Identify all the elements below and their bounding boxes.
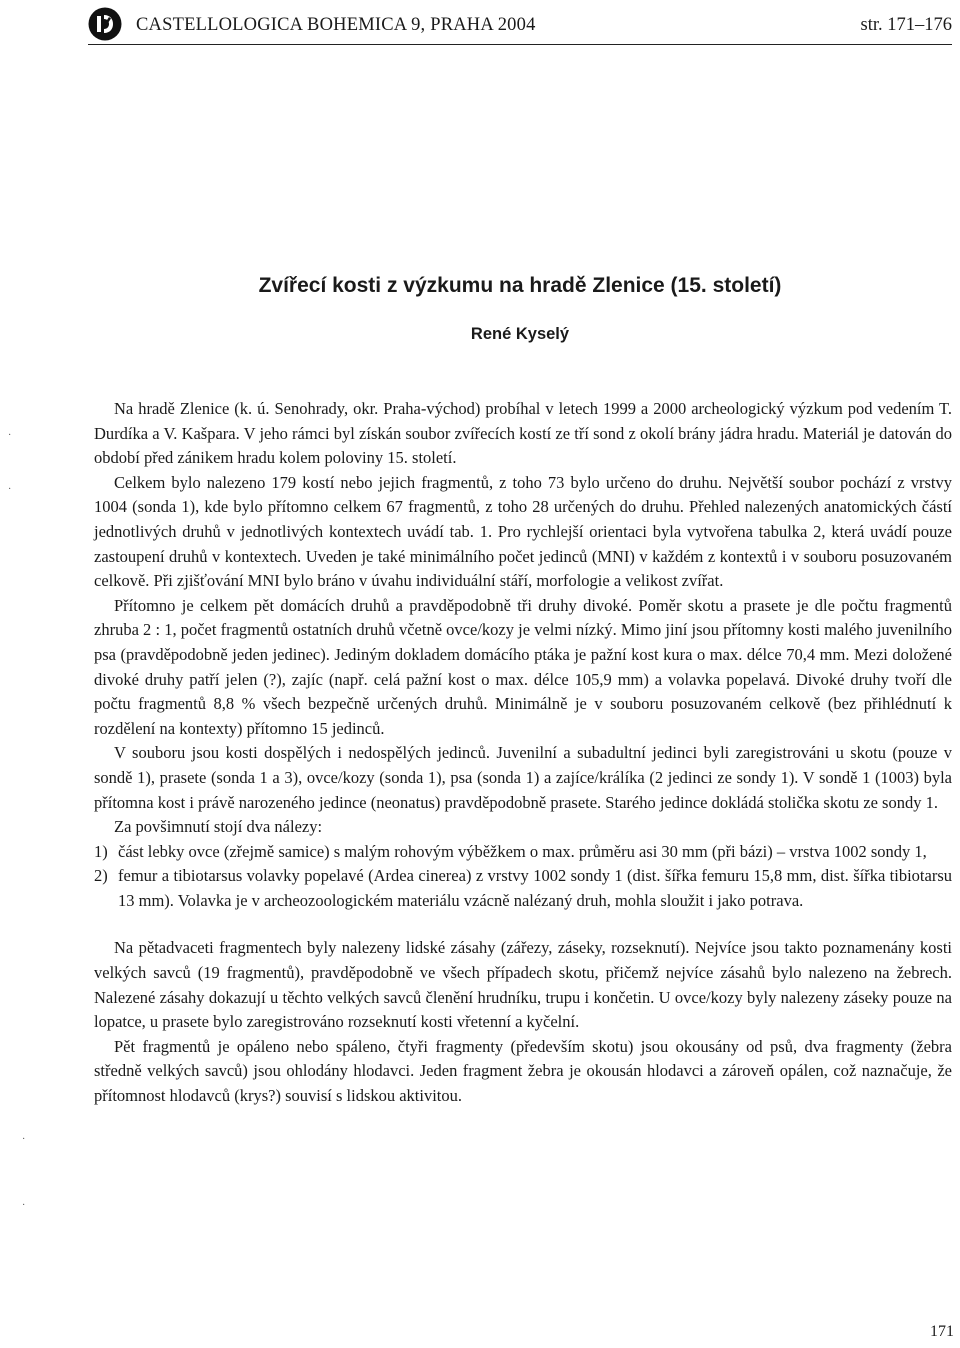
findings-list [94, 840, 952, 914]
page-range: str. 171–176 [860, 15, 952, 35]
scan-speck: · [22, 1134, 26, 1145]
scan-speck: · [22, 1200, 26, 1211]
scan-speck: · [8, 484, 12, 495]
paragraph: Přítomno je celkem pět domácích druhů a pravděpodobně tři druhy divoké. Poměr skotu a prasete je dle počtu fragmentů zhruba 2 : 1, počet fragmentů ostatních druhů včetně ovce/kozy je velmi nízký. Mimo jiní jsou přítomny kosti malého juvenilního psa (pravděpodobně jeden jedinec). Jediným dokladem domácího ptáka je pažní kost kura o max. délce 70,4 mm. Mezi doložené divoké druhy patří jelen (?), zajíc (např. celá pažní kost o max. délce 105,9 mm) a volavka popelavá. Divoké druhy tvoří dle počtu fragmentů 8,8 % všech bezpečně určených druhů. Minimálně je v souboru posuzovaném celkově (bez přihlédnutí k rozdělení na kontexty) přítomno 15 jedinců. [94, 595, 952, 738]
paragraph: Pět fragmentů je opáleno nebo spáleno, čtyři fragmenty (především skotu) jsou okousány od psů, dva fragmenty (žebra středně velkých savců) jsou ohlodány hlodavci. Jeden fragment žebra je okousán hlodavci a zároveň opálen, což naznačuje, že přítomnost hlodavců (krys?) souvisí s lidskou aktivitou. [94, 1036, 952, 1106]
scan-speck: · [8, 430, 12, 441]
page-number: 171 [930, 1323, 954, 1340]
paragraph: Za povšimnutí stojí dva nálezy: [114, 817, 323, 837]
article-title: Zvířecí kosti z výzkumu na hradě Zlenice (15. století) [258, 274, 782, 297]
list-item [94, 864, 952, 913]
list-item-number: 2) [94, 866, 108, 886]
paragraph: Na pětadvaceti fragmentech byly nalezeny lidské zásahy (zářezy, záseky, rozseknutí). Nejvíce jsou takto poznamenány kosti velkých savců (19 fragmentů), pravděpodobně ve všech případech skotu, přičemž nejvíce zásahů bylo nalezeno na žebrech. Nalezené zásahy dokazují u těchto velkých savců členění hrudníku, trupu i končetin. U ovce/kozy byly nalezeny záseky pouze na lopatce, u prasete bylo zaregistrováno rozseknutí kosti vřetenní a kyčelní. [94, 938, 952, 1032]
paragraph: Celkem bylo nalezeno 179 kostí nebo jejich fragmentů, z toho 73 bylo určeno do druhu. Největší soubor pochází z vrstvy 1004 (sonda 1), kde bylo přítomno celkem 67 fragmentů, z toho 28 určených do druhu. Přehled nalezených anatomických částí jednotlivých druhů v jednotlivých kontextech uvádí tab. 1. Pro rychlejší orientaci byla vytvořena tabulka 2, která uvádí pouze zastoupení druhů v kontextech. Uveden je také minimálního počet jedinců (MNI) v každém z kontextů i v souboru posuzovaném celkově. Při zjišťování MNI bylo bráno v úvahu individuální stáří, morfologie a velikost zvířat. [94, 472, 952, 591]
article-body [94, 397, 952, 1109]
list-item [94, 840, 952, 865]
list-item-text: femur a tibiotarsus volavky popelavé (Ardea cinerea) z vrstvy 1002 sondy 1 (dist. šířka femuru 15,8 mm, dist. šířka tibiotarsu 13 mm). Volavka je v archeozoologickém materiálu vzácně nalézaný druh, mohla sloužit i jako potrava. [118, 866, 952, 910]
paragraph: Na hradě Zlenice (k. ú. Senohrady, okr. Praha-východ) probíhal v letech 1999 a 2000 archeologický výzkum pod vedením T. Durdíka a V. Kašpara. V jeho rámci byl získán soubor zvířecích kostí ze tří sond z okolí brány jádra hradu. Materiál je datován do období před zánikem hradu kolem poloviny 15. století. [94, 399, 952, 468]
journal-name: CASTELLOLOGICA BOHEMICA 9, PRAHA 2004 [136, 15, 536, 35]
running-header [88, 4, 952, 45]
list-item-number: 1) [94, 841, 108, 861]
article-author: René Kyselý [470, 325, 570, 343]
journal-logo-icon [88, 7, 122, 41]
list-item-text: část lebky ovce (zřejmě samice) s malým rohovým výběžkem o max. průměru asi 30 mm (při bázi) – vrstva 1002 sondy 1, [118, 841, 927, 861]
paragraph: V souboru jsou kosti dospělých i nedospělých jedinců. Juvenilní a subadultní jedinci byli zaregistrováni u skotu (pouze v sondě 1), prasete (sonda 1 a 3), ovce/kozy (sonda 1), psa (sonda 1) a zajíce/králíka (2 jedinci ze sondy 1). V sondě 1 (1003) byla přítomna kost i právě narozeného jedince (neonatus) pravděpodobně prasete. Starého jedince dokládá stolička skotu ze sondy 1. [94, 743, 952, 812]
